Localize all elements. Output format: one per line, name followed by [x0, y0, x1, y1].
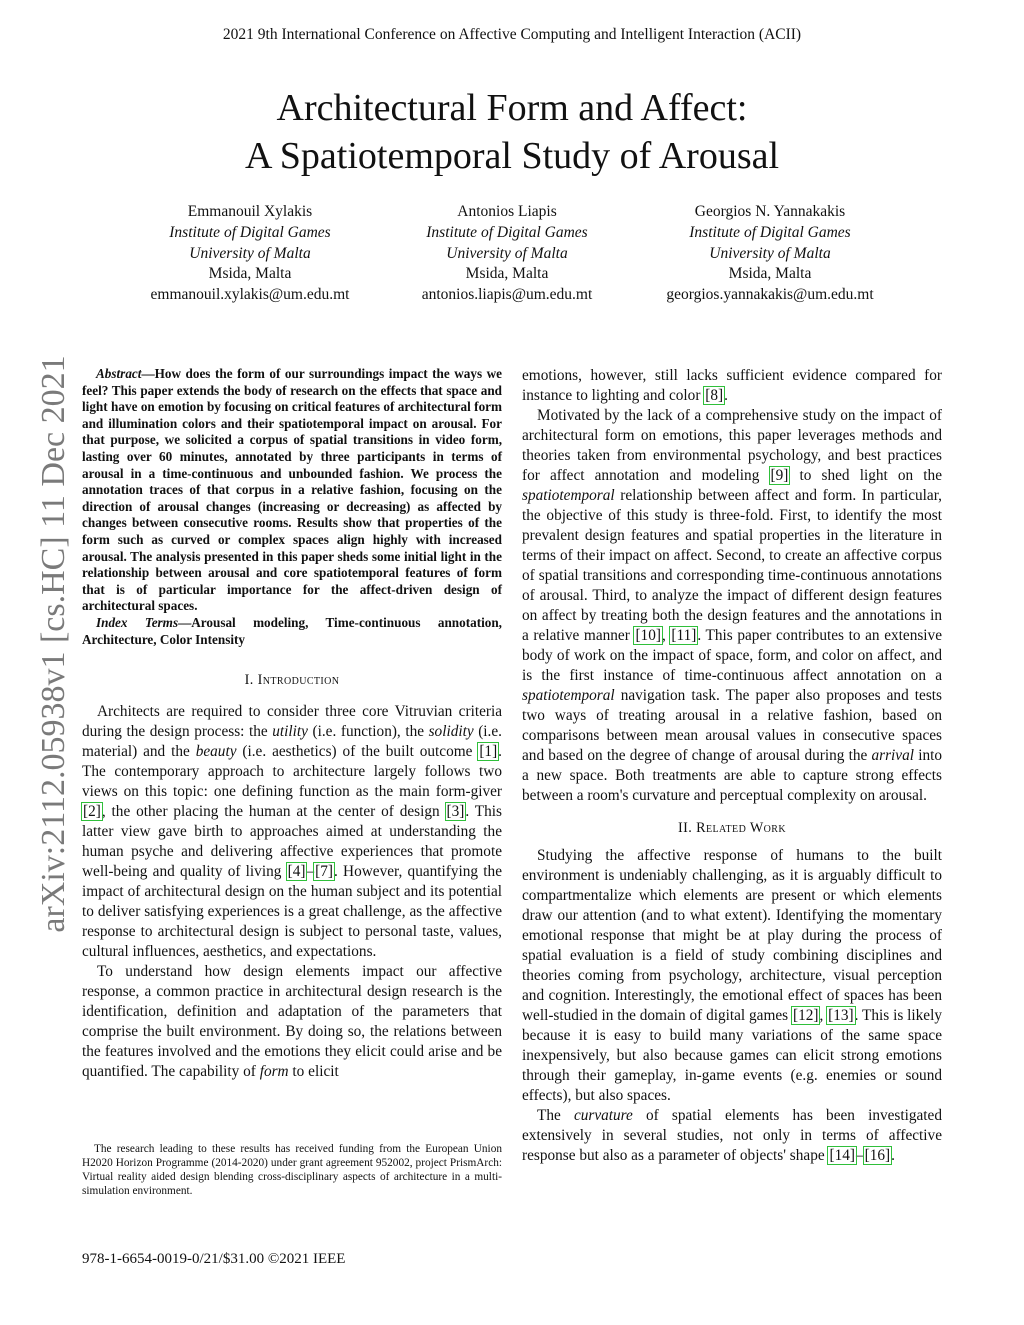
citation-link[interactable]: [4]	[287, 863, 306, 881]
index-terms	[82, 615, 502, 648]
section-heading-introduction: I. Introduction	[244, 672, 340, 689]
citation-link[interactable]: [8]	[705, 387, 724, 404]
related-paragraph-1: Studying the affective response of humans to the built environment is undeniably challenging, as it is arguably difficult to compartmentalize which elements are present or which elements draw our attention (and to what extent). Identifying the momentary emotional response that might be at play during the process of spatial evaluation is a field of study combining disciplines and theories coming from psychology, architecture, visual perception and cognition. Interestingly, the emotional effect of spaces has been well-studied in the domain of digital games [12], [13]. This is likely because it is easy to build many variations of the same space inexpensively, but also because games can elicit strong emotions through their gameplay, in-game events (e.g. enemies or sound effects), but also spaces.	[522, 847, 942, 1104]
author-name: Georgios N. Yannakakis	[694, 203, 846, 220]
citation-link[interactable]: [13]	[828, 1007, 854, 1024]
related-paragraph-2: The curvature of spatial elements has been investigated extensively in several studies, not only in terms of affective response but also as a parameter of objects' shape [14]–[16].	[522, 1107, 942, 1164]
author-institute: Institute of Digital Games	[426, 223, 588, 241]
author-block-1	[105, 202, 395, 306]
index-terms-text: —Arousal modeling, Time-continuous annotation, Architecture, Color Intensity	[82, 614, 502, 647]
intro-paragraph-2: To understand how design elements impact our affective response, a common practice in architectural design research is the identification, definition and adaptation of the parameters that comprise the built environment. By doing so, the relations between the features involved and the emotions they elicit could arise and be quantified. The capability of form to elicit	[82, 963, 502, 1081]
citation-link[interactable]: [10]	[635, 627, 661, 644]
citation-link[interactable]: [3]	[446, 803, 465, 821]
author-location: Msida, Malta	[208, 265, 292, 283]
intro-paragraph-1: Architects are required to consider three core Vitruvian criteria during the design process: the utility (i.e. function), the solidity (i.e. material) and the beauty (i.e. aesthetics) of the built outcome [1]. The contemporary approach to architecture largely follows two views on this topic: one defining function as the main form-giver [2], the other placing the human at the center of design [3]. This latter view gave birth to approaches aimed at understanding the human psyche and delivering affective experiences that promote well-being and quality of living [4]–[7]. However, quantifying the impact of architectural design on the human subject and its potential to deliver satisfying experiences is a great challenge, as the affective response to architectural design is subject to personal taste, values, cultural influences, aesthetics, and expectations.	[82, 703, 502, 961]
section-heading-related-work: II. Related Work	[678, 820, 786, 836]
intro-paragraph-3: Motivated by the lack of a comprehensive study on the impact of architectural form on emotions, this paper leverages methods and theories taken from environmental psychology, and best practices for affect annotation and modeling [9] to shed light on the spatiotemporal relationship between affect and form. In particular, the objective of this study is three-fold. First, to identify the most prevalent design features and spatial properties in the literature in terms of their impact on affect. Second, to create an affective corpus of spatial transitions and corresponding time-continuous annotations of arousal. Third, to analyze the impact of different design features on affect by treating both the design features and the annotations in a relative manner [10], [11]. This paper contributes to an extensive body of work on the impact of space, form, and color on affect, and is the first instance of time-continuous affect annotation on a spatiotemporal navigation task. The paper also proposes and tests two ways of treating arousal in a relative fashion, based on comparisons between mean arousal values in consecutive spaces and based on the degree of change of arousal during the arrival into a new space. Both treatments are able to capture strong effects between a room's curvature and perceptual complexity on arousal.	[522, 407, 942, 804]
author-email[interactable]: antonios.liapis@um.edu.mt	[421, 286, 593, 304]
conference-header: 2021 9th International Conference on Affective Computing and Intelligent Interaction (ACII)	[222, 26, 802, 43]
author-institute: Institute of Digital Games	[689, 223, 851, 241]
abstract-text: —How does the form of our surroundings impact the ways we feel? This paper extends the body of research on the effects that space and light have on emotion by focusing on critical features of architectural form and illumination colors and their spatiotemporal impact on arousal. For that purpose, we solicited a corpus of spatial transitions in video form, lasting over 60 minutes, annotated by three participants in terms of arousal in a time-continuous and unbounded fashion. We process the annotation traces of that corpus in a relative fashion, focusing on the direction of arousal changes (increasing or decreasing) as affected by changes between consecutive rooms. Results show that properties of the form such as curved or complex spaces align highly with increased arousal. The analysis presented in this paper sheds some initial light in the relationship between arousal and core spatiotemporal features of form that is of particular importance for the affect-driven design of architectural spaces.	[82, 366, 502, 614]
author-location: Msida, Malta	[728, 265, 812, 283]
intro-paragraph-2-continued: emotions, however, still lacks sufficient evidence compared for instance to lighting and color [8].	[522, 367, 942, 404]
left-column	[82, 366, 502, 1082]
isbn-copyright: 978-1-6654-0019-0/21/$31.00 ©2021 IEEE	[82, 1251, 346, 1267]
author-name: Antonios Liapis	[457, 203, 557, 220]
title-line-2: A Spatiotemporal Study of Arousal	[244, 135, 780, 177]
citation-link[interactable]: [14]	[829, 1147, 855, 1164]
author-block-3	[625, 202, 915, 306]
citation-link[interactable]: [9]	[770, 467, 789, 484]
right-column	[522, 366, 942, 1166]
author-university: University of Malta	[709, 244, 831, 262]
author-university: University of Malta	[189, 244, 311, 262]
citation-link[interactable]: [2]	[83, 803, 101, 821]
citation-link[interactable]: [11]	[671, 627, 697, 644]
footnote: The research leading to these results has received funding from the European Union H2020 Horizon Programme (2014-2020) under grant agreement 952002, project PrismArch: Virtual reality aided design blending cross-disciplinary aspects of architecture in a multi-simulation environment.	[82, 1143, 502, 1197]
abstract	[82, 366, 502, 615]
citation-link[interactable]: [16]	[864, 1147, 891, 1164]
index-terms-label: Index Terms	[96, 614, 179, 630]
paper-title	[0, 84, 1024, 180]
author-location: Msida, Malta	[465, 265, 549, 283]
author-institute: Institute of Digital Games	[169, 223, 331, 241]
title-line-1: Architectural Form and Affect:	[276, 87, 748, 129]
arxiv-stamp: arXiv:2112.05938v1 [cs.HC] 11 Dec 2021	[35, 355, 72, 933]
author-block-2	[362, 202, 652, 306]
citation-link[interactable]: [12]	[792, 1007, 819, 1024]
author-university: University of Malta	[446, 244, 568, 262]
abstract-label: Abstract	[96, 366, 142, 381]
author-name: Emmanouil Xylakis	[187, 203, 313, 220]
author-email[interactable]: emmanouil.xylakis@um.edu.mt	[150, 286, 350, 304]
citation-link[interactable]: [1]	[479, 743, 498, 761]
citation-link[interactable]: [7]	[315, 863, 333, 881]
author-email[interactable]: georgios.yannakakis@um.edu.mt	[666, 286, 874, 304]
